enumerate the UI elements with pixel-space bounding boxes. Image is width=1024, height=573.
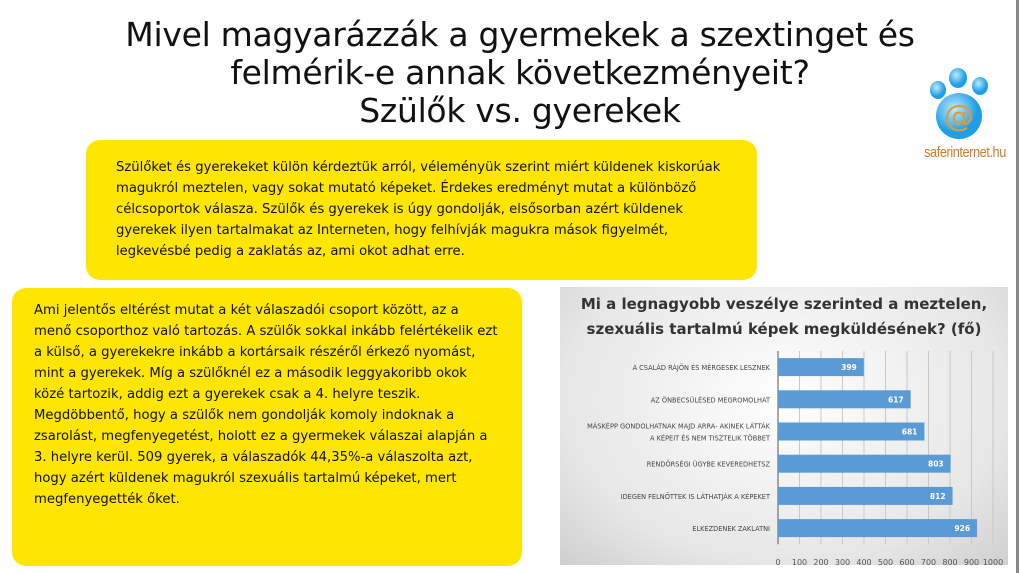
- category-label: ELKEZDENEK ZAKLATNI: [692, 525, 770, 534]
- x-tick-label: 700: [920, 558, 937, 565]
- chart-title: Mi a legnagyobb veszélye szerinted a meztelen,: [580, 295, 988, 313]
- category-label: RENDŐRSÉGI ÜGYBE KEVEREDHETSZ: [646, 460, 770, 469]
- saferinternet-logo: [915, 68, 1015, 168]
- paw-at-icon: [915, 68, 1015, 146]
- intro-text-box: [86, 140, 757, 280]
- data-label: 617: [887, 395, 904, 405]
- x-tick-label: 1000: [982, 558, 1004, 565]
- bar: [778, 487, 953, 505]
- title-line: Mivel magyarázzák a gyermekek a szextinget és: [125, 15, 915, 54]
- x-tick-label: 900: [963, 558, 980, 565]
- data-label: 681: [901, 427, 918, 437]
- x-tick-label: 200: [813, 558, 829, 565]
- category-label: IDEGEN FELNŐTTEK IS LÁTHATJÁK A KÉPEKET: [620, 492, 770, 501]
- category-label: A KÉPEIT ÉS NEM TISZTELIK TÖBBET: [649, 434, 770, 443]
- data-label: 803: [927, 459, 944, 469]
- category-label: MÁSKÉPP GONDOLHATNAK MAJD ARRA- AKINEK LÁTTÁK: [587, 422, 770, 431]
- svg-text:@: @: [944, 99, 974, 134]
- x-tick-label: 800: [942, 558, 958, 565]
- bar: [778, 519, 977, 537]
- analysis-text-box: [12, 288, 522, 566]
- x-tick-label: 100: [791, 558, 808, 565]
- category-label: AZ ÖNBECSÜLÉSED MEGROMOLHAT: [650, 396, 770, 405]
- x-tick-label: 500: [877, 558, 894, 565]
- x-tick-label: 600: [899, 558, 915, 565]
- category-label: A CSALÁD RÁJÖN ÉS MÉRGESEK LESZNEK: [632, 364, 770, 373]
- data-label: 399: [841, 363, 857, 373]
- title-line: felmérik-e annak következményeit?: [230, 53, 810, 92]
- chart-svg: [560, 287, 1008, 565]
- x-tick-label: 0: [775, 558, 781, 565]
- x-tick-label: 300: [834, 558, 851, 565]
- logo-text: saferinternet.hu: [924, 144, 1006, 161]
- x-tick-label: 400: [856, 558, 872, 565]
- bar: [778, 455, 951, 473]
- analysis-text: Ami jelentős eltérést mutat a két válaszadói csoport között, az a menő csoporthoz való tartozás. A szülők sokkal inkább felértékelik ezt a külső, a gyerekekre inkább a kortársaik részéről érkező nyomást, mint a gyerekek. Míg a szülőknél ez a második leggyakoribb okok közé tartozik, addig ezt a gyerekek csak a 4. helyre teszik. Megdöbbentő, hogy a szülők nem gondolják komoly indoknak a zsarolást, megfenyegetést, holott ez a gyermekek válaszai alapján a 3. helyre kerül. 509 gyerek, a válaszadók 44,35%-a válaszolta azt, hogy azért küldenek magukról szexuális tartalmú képeket, mert megfenyegették őket.: [34, 303, 498, 507]
- slide-border: [1016, 0, 1019, 573]
- bar-chart: [560, 287, 1008, 565]
- data-label: 926: [954, 524, 971, 534]
- intro-text: Szülőket és gyerekeket külön kérdeztük arról, véleményük szerint miért küldenek kiskorúak magukról meztelen, vagy sokat mutató képeket. Érdekes eredményt mutat a különböző célcsoportok válasza. Szülők és gyerekek is úgy gondolják, elsősorban azért küldenek gyerekek ilyen tartalmakat az Interneten, hogy felhívják magukra mások figyelmét, legkevésbé pedig a zaklatás az, ami okot adhat erre.: [116, 160, 721, 259]
- title-line: Szülők vs. gyerekek: [359, 91, 681, 130]
- chart-title: szexuális tartalmú képek megküldésének? (fő): [586, 320, 982, 338]
- slide-title: [40, 16, 1000, 130]
- data-label: 812: [929, 491, 946, 501]
